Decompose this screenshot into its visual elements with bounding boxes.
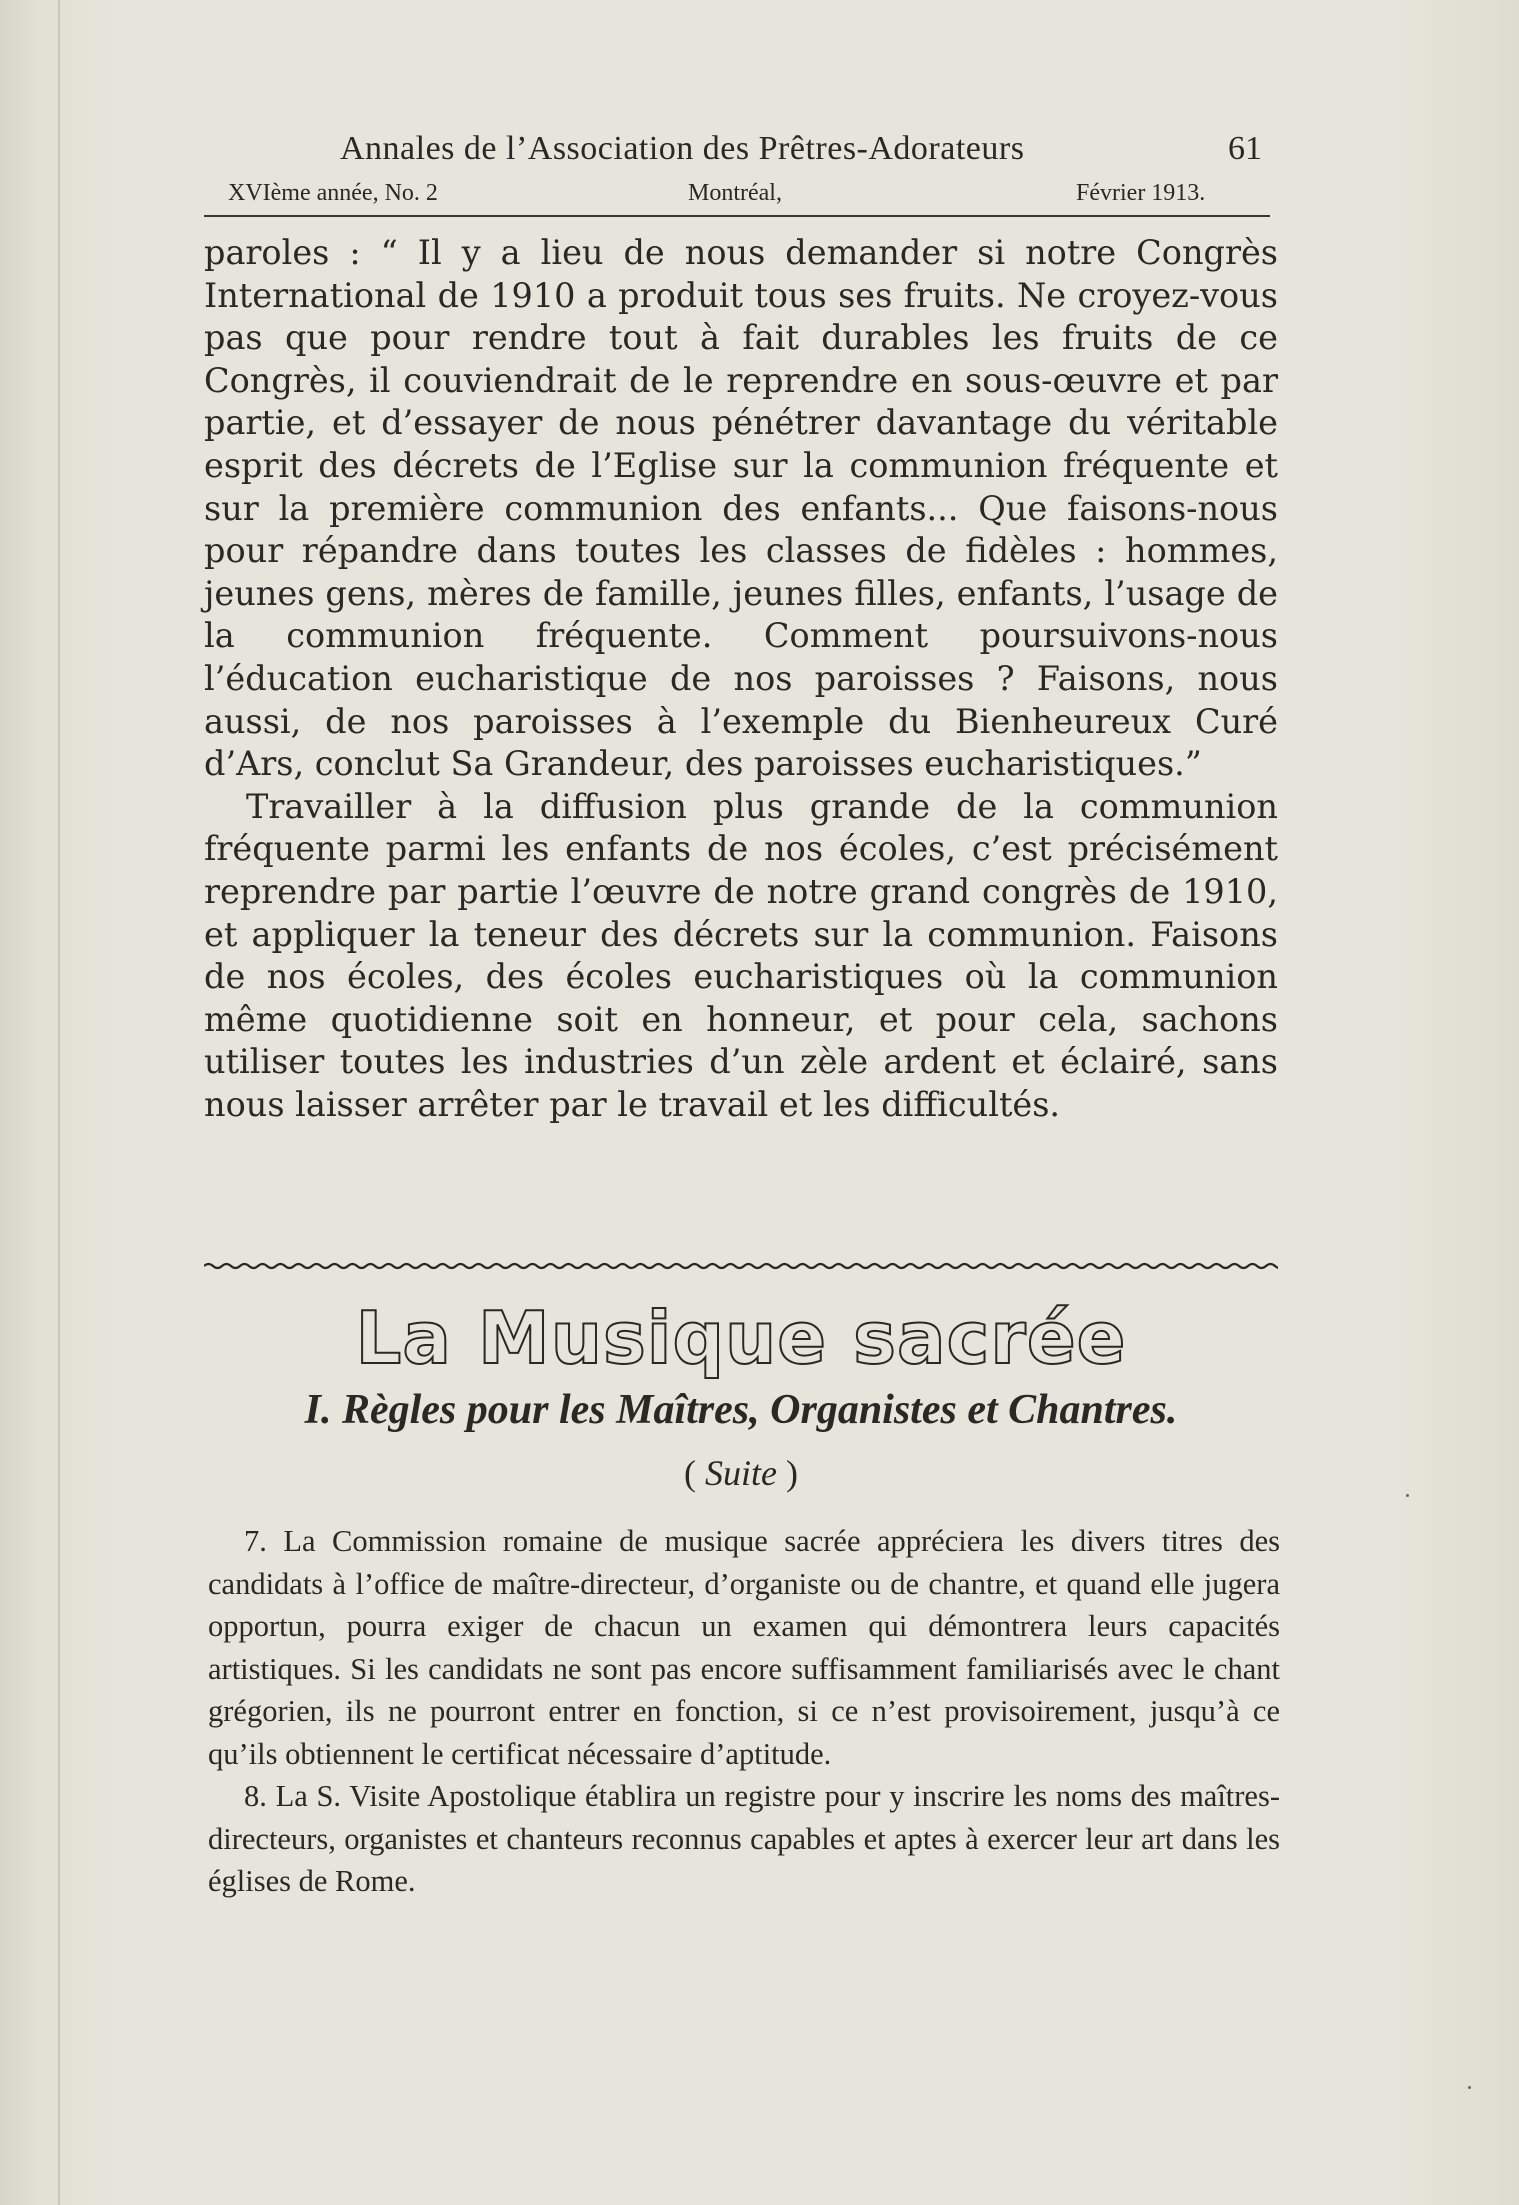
- article-paragraph: Travailler à la diffusion plus grande de la communion fréquente parmi les enfants de nos écoles, c’est précisément reprendre par partie l’œuvre de notre grand congrès de 1910, et appliquer la teneur des décrets sur la communion. Faisons de nos écoles, des écoles eucharistiques où la communion même quotidienne soit en honneur, et pour cela, sachons utiliser toutes les industries d’un zèle ardent et éclairé, sans nous laisser arrêter par le travail et les difficultés.: [204, 786, 1278, 1124]
- suite-label: Suite: [705, 1453, 777, 1493]
- paper-speck: [1468, 2086, 1471, 2089]
- running-header: [230, 130, 1270, 174]
- rules-list: [208, 1520, 1280, 1903]
- section-subtitle: I. Règles pour les Maîtres, Organistes et Chantres.: [304, 1387, 1178, 1433]
- section-title: La Musique sacrée: [355, 1296, 1127, 1380]
- rule-item: 8. La S. Visite Apostolique établira un registre pour y inscrire les noms des maîtres-directeurs, organistes et chanteurs reconnus capables et aptes à exercer leur art dans les églises de Rome.: [208, 1779, 1280, 1898]
- wavy-divider: [204, 1258, 1278, 1274]
- binding-gutter: [58, 0, 60, 2205]
- issue-city: Montréal,: [688, 180, 782, 206]
- article-paragraph: paroles : “ Il y a lieu de nous demander si notre Congrès International de 1910 a produit tous ses fruits. Ne croyez-vous pas que pour rendre tout à fait durables les fruits de ce Congrès, il couviendrait de le reprendre en sous-œuvre et par partie, et d’essayer de nous pénétrer davantage du véritable esprit des décrets de l’Eglise sur la communion fréquente et sur la première communion des enfants... Que faisons-nous pour répandre dans toutes les classes de fidèles : hommes, jeunes gens, mères de famille, jeunes filles, enfants, l’usage de la communion fréquente. Comment poursuivons-nous l’éducation eucharistique de nos paroisses ? Faisons, nous aussi, de nos paroisses à l’exemple du Bienheureux Curé d’Ars, conclut Sa Grandeur, des paroisses eucharistiques.”: [204, 233, 1278, 784]
- issue-volume: XVIème année, No. 2: [228, 180, 438, 206]
- paper-speck: [1406, 1494, 1409, 1497]
- paren-close: ): [776, 1453, 798, 1493]
- paren-open: (: [684, 1453, 705, 1493]
- article-continuation: [204, 232, 1278, 1126]
- continuation-note: [204, 1452, 1278, 1494]
- issue-date: Février 1913.: [1076, 180, 1206, 206]
- rule-item: 7. La Commission romaine de musique sacrée appréciera les divers titres des candidats à l’office de maître-directeur, d’organiste ou de chantre, et quand elle jugera opportun, pourra exiger de chacun un examen qui démontrera leurs capacités artistiques. Si les candidats ne sont pas encore suffisamment familiarisés avec le chant grégorien, ils ne pourront entrer en fonction, si ce n’est provisoirement, jusqu’à ce qu’ils obtiennent le certificat nécessaire d’aptitude.: [208, 1524, 1280, 1771]
- journal-title: Annales de l’Association des Prêtres-Adorateurs: [340, 130, 1025, 167]
- page-number: 61: [1228, 130, 1262, 167]
- issue-line: [228, 180, 1268, 214]
- header-rule: [204, 215, 1270, 217]
